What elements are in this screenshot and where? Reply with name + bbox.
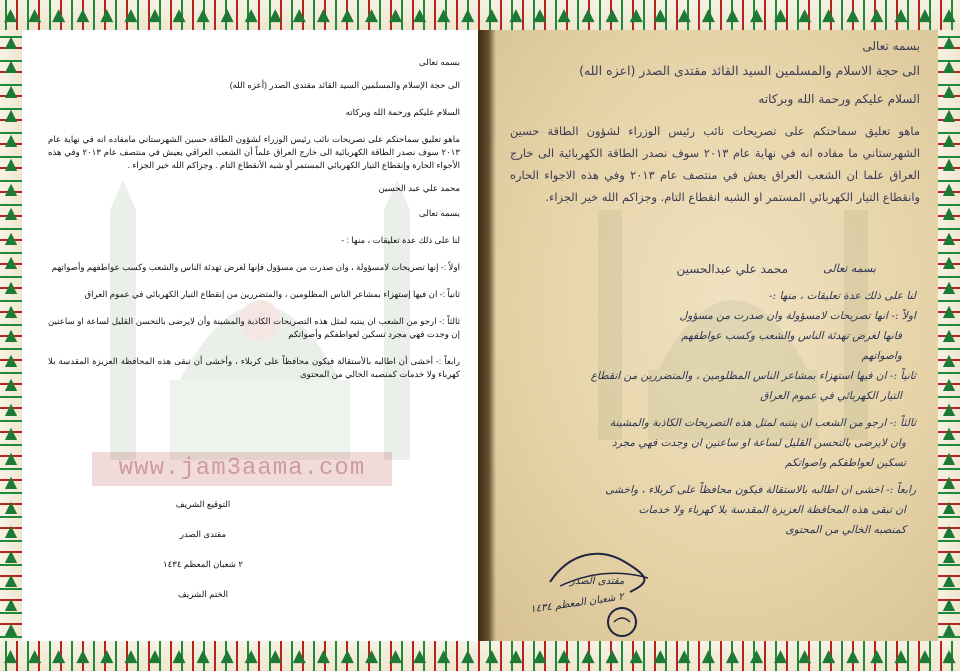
photo-basmala: بسمه تعالى [862, 39, 920, 53]
typed-transcription-page [22, 30, 478, 641]
typed-reply-basmala: بسمه تعالى [419, 208, 460, 218]
decorative-border-bottom: ▲ ▲ ▲ ▲ ▲ ▲ ▲ ▲ ▲ ▲ ▲ ▲ ▲ ▲ ▲ ▲ ▲ ▲ ▲ ▲ ▲ ▲ ▲ ▲ ▲ ▲ ▲ ▲ ▲ ▲ ▲ ▲ ▲ ▲ ▲ ▲ ▲ ▲ ▲ ▲ [0, 641, 960, 671]
handwritten-line: فانها لغرض تهدئة الناس والشعب وكسب عواطفهم [681, 330, 902, 342]
handwritten-signature-area [530, 542, 670, 638]
typed-reply-third: ثالثاً :- ارجو من الشعب ان ينتبه لمثل هذه التصريحات الكاذبة والمشينة وأن لايرضى بالتحسن القليل لساعة او ساعتين إن وجدت فهي مجرد تسكين لعواطفكم وأصواتكم [48, 316, 460, 339]
typed-signature-block [118, 498, 288, 618]
handwritten-signer: مقتدى الصدر [570, 576, 625, 587]
typed-reply-intro: لنا على ذلك عدة تعليقات ، منها : - [341, 235, 460, 245]
typed-reply-fourth: رابعاً :- أخشى أن اطالبه بالأستقالة فيكون محافظاً على كربلاء ، وأخشى أن تبقى هذه المحافظة العزيزة المقدسة بلا كهرباء ولا خدمات كمنصبه الخالي من المحتوى [48, 356, 460, 379]
handwritten-line: اولاً :- انها تصريحات لامسؤولة وان صدرت من مسؤول [679, 310, 916, 322]
handwritten-line: رابعاً :- اخشى ان اطالبه بالاستقالة فيكون محافظاً على كربلاء ، واخشى [605, 484, 916, 496]
typed-reply-first: اولاً :- إنها تصريحات لامسؤولة ، وان صدرت من مسؤول فإنها لغرض تهدئة الناس والشعب وكسب عواطفهم وأصواتهم [51, 262, 460, 272]
handwritten-date: ٢ شعبان المعظم ١٤٣٤ [529, 591, 625, 616]
handwritten-line: وان لايرضى بالتحسن القليل لساعة او ساعتين ان وجدت فهي مجرد [611, 437, 906, 449]
typed-question-body: ماهو تعليق سماحتكم على تصريحات نائب رئيس الوزراء لشؤون الطاقة حسين الشهرستاني مامفاده انه في نهاية عام ٢٠١٣ سوف نصدر الطاقة الكهربائية الى خارج العراق علماً أن الشعب العراقي يعيش في منتصف عام ٢٠١٣ وفي هذه الأجواء الحارة وإنقطاع التيار الكهربائي المستمر أو شبه الأنقطاع التام . وجزاكم الله خير الجزاء . [48, 134, 460, 170]
photo-addressee: الى حجة الاسلام والمسلمين السيد القائد مقتدى الصدر (اعزه الله) [579, 63, 920, 78]
handwritten-basmala: بسمه تعالى [823, 262, 876, 275]
handwritten-line: ثانياً :- ان فيها استهزاء بمشاعر الناس المظلومين ، والمتضررين من انقطاع [590, 370, 916, 382]
typed-signer: مقتدى الصدر [179, 529, 227, 539]
handwritten-line: ان تبقى هذه المحافظة العزيزة المقدسة بلا كهرباء ولا خدمات [638, 504, 906, 516]
watermark-url: www.jam3aama.com [92, 452, 392, 486]
decorative-border-right: ▲ ▲ ▲ ▲ ▲ ▲ ▲ ▲ ▲ ▲ ▲ ▲ ▲ ▲ ▲ ▲ ▲ ▲ ▲ ▲ ▲ ▲ ▲ ▲ ▲ [938, 30, 960, 641]
handwritten-line: التيار الكهربائي في عموم العراق [760, 390, 902, 402]
handwritten-line: تسكين لعواطفكم واصواتكم [784, 457, 906, 469]
handwritten-line: واصواتهم [861, 350, 902, 362]
typed-letter-text [48, 56, 460, 391]
typed-signature-label: التوقيع الشريف [175, 499, 231, 509]
signature-flourish-icon [530, 542, 670, 638]
decorative-border-top: ▲ ▲ ▲ ▲ ▲ ▲ ▲ ▲ ▲ ▲ ▲ ▲ ▲ ▲ ▲ ▲ ▲ ▲ ▲ ▲ ▲ ▲ ▲ ▲ ▲ ▲ ▲ ▲ ▲ ▲ ▲ ▲ ▲ ▲ ▲ ▲ ▲ ▲ ▲ ▲ [0, 0, 960, 30]
decorative-border-left: ▲ ▲ ▲ ▲ ▲ ▲ ▲ ▲ ▲ ▲ ▲ ▲ ▲ ▲ ▲ ▲ ▲ ▲ ▲ ▲ ▲ ▲ ▲ ▲ ▲ [0, 30, 22, 641]
typed-greeting: السلام عليكم ورحمة الله وبركاته [345, 107, 460, 117]
handwritten-line: لنا على ذلك عدة تعليقات ، منها :- [768, 290, 916, 302]
typed-reply-second: ثانياً :- ان فيها إستهزاء بمشاعر الناس المظلومين ، والمتضررين من إنقطاع التيار الكهربائي في عموم العراق [84, 289, 460, 299]
handwritten-line: ثالثاً :- ارجو من الشعب ان ينتبه لمثل هذه التصريحات الكاذبة والمشينة [609, 417, 916, 429]
handwritten-line: كمنصبه الخالي من المحتوى [785, 524, 906, 536]
typed-addressee: الى حجة الإسلام والمسلمين السيد القائد مقتدى الصدر (أعزه الله) [229, 80, 460, 90]
typed-date: ٢ شعبان المعظم ١٤٣٤ [162, 559, 243, 569]
original-letter-photo [478, 30, 938, 641]
photo-greeting: السلام عليكم ورحمة الله وبركاته [758, 92, 920, 106]
typed-seal-label: الختم الشريف [178, 589, 228, 599]
typed-basmala: بسمه تعالى [419, 57, 460, 67]
photo-author: محمد علي عبدالحسين [676, 262, 788, 276]
printed-question-text [510, 38, 920, 208]
photo-shadow-edge [478, 30, 496, 641]
photo-question-body: ماهو تعليق سماحتكم على تصريحات نائب رئيس الوزراء لشؤون الطاقة حسين الشهرستاني ما مفاده انه في نهاية عام ٢٠١٣ سوف نصدر الطاقة الكهربائية الى خارج العراق علما ان الشعب العراق يعش في منتصف عام ٢٠١٣ وفي هذه الاجواء الحاره وانقطاع التيار الكهربائي المستمر او الشبه انقطاع التام. وجزاكم الله خير الجزاء. [510, 124, 921, 204]
typed-author: محمد علي عبد الحسين [378, 183, 460, 193]
